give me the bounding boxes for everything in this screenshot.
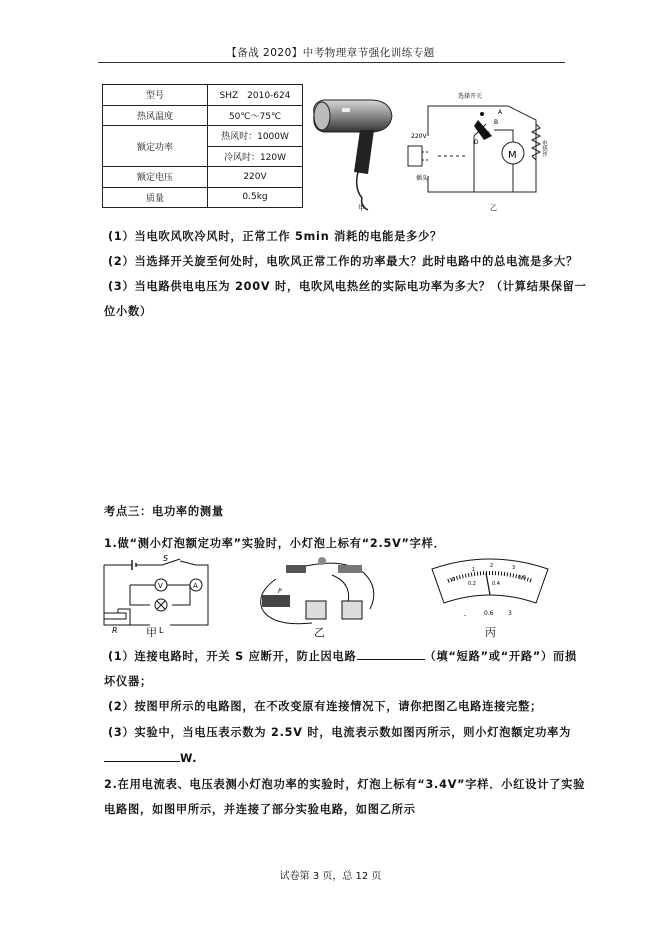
- problem-1-q2: (2）按图甲所示的电路图，在不改变原有连接情况下，请你把图乙电路连接完整；: [108, 700, 543, 713]
- answer-blank[interactable]: [104, 750, 180, 762]
- problem-1-stem: 1.做“测小灯泡额定功率”实验时，小灯泡上标有“2.5V”字样．: [104, 537, 446, 550]
- caption-jia-circuit: 甲: [146, 626, 157, 639]
- circuit-diagram-jia: [100, 555, 214, 639]
- scale-label: 0.4: [492, 581, 500, 587]
- contact-label: C: [486, 131, 491, 138]
- hair-dryer-photo: [314, 100, 392, 212]
- motor-label: M: [508, 150, 517, 161]
- table-row: [103, 187, 303, 208]
- voltmeter-label: V: [158, 582, 163, 590]
- physical-circuit-yi: [252, 553, 382, 631]
- table-cell: 热风温度: [103, 105, 208, 126]
- ammeter-dial-bing: [428, 555, 552, 623]
- resistor-label: R: [112, 626, 118, 635]
- terminal-label: 0.6: [484, 610, 494, 617]
- answer-blank[interactable]: [357, 648, 425, 660]
- scale-label: 1: [472, 567, 476, 573]
- scale-label: 0.2: [468, 581, 476, 587]
- question-2: (2）当选择开关旋至何处时，电吹风正常工作的功率最大？此时电路中的总电流是多大？: [108, 255, 579, 268]
- table-cell: SHZ 2010-624: [208, 85, 303, 106]
- caption-bing-dial: 丙: [485, 626, 496, 639]
- caption-yi: 乙: [490, 204, 497, 212]
- meter-component: [342, 601, 362, 619]
- terminal-label: 3: [508, 610, 512, 617]
- table-row: [103, 85, 303, 106]
- plug-label: 插头: [416, 175, 429, 182]
- table-row: [103, 167, 303, 188]
- spec-table: [102, 84, 303, 208]
- contact-label: D: [474, 139, 479, 146]
- table-row: [103, 105, 303, 126]
- header-divider: [98, 62, 565, 63]
- switch-s-label: S: [163, 555, 169, 563]
- scale-label: 2: [490, 563, 494, 569]
- problem-1-q3-continued: [104, 750, 197, 765]
- question-3-continued: 位小数）: [104, 305, 152, 318]
- table-cell: 型号: [103, 85, 208, 106]
- problem-1-q1: [108, 648, 577, 664]
- heater-label: 电热丝: [541, 140, 547, 157]
- scale-label: 0: [452, 577, 456, 583]
- scale-label: 0.6: [518, 575, 526, 581]
- problem-1-q1-continued: 坏仪器；: [104, 675, 152, 688]
- battery-component: [338, 565, 362, 573]
- table-row: [103, 126, 303, 147]
- problem-2-line-2: 电路图，如图甲所示，并连接了部分实验电路，如图乙所示: [104, 803, 416, 816]
- table-cell: 220V: [208, 167, 303, 188]
- terminal-label: -: [464, 612, 467, 619]
- table-cell: 额定电压: [103, 167, 208, 188]
- contact-label: B: [494, 119, 499, 126]
- q3-unit: W.: [180, 752, 198, 765]
- page-header: 【备战 2020】中考物理章节强化训练专题: [226, 47, 435, 59]
- ammeter-label: A: [193, 582, 198, 590]
- q1-text-b: （填“短路”或“开路”）而损: [424, 650, 578, 663]
- page-footer: 试卷第 3 页，总 12 页: [279, 871, 382, 882]
- caption-jia: 甲: [358, 204, 365, 212]
- contact-label: A: [498, 109, 503, 116]
- question-3: (3）当电路供电电压为 200V 时，电吹风电热丝的实际电功率为多大？（计算结果保留一: [108, 280, 587, 293]
- table-cell: 50℃～75℃: [208, 105, 303, 126]
- voltage-label: 220V: [411, 133, 427, 140]
- section-title: 考点三：电功率的测量: [104, 505, 224, 518]
- q1-text-a: (1）连接电路时，开关 S 应断开，防止因电路: [108, 650, 357, 663]
- table-cell: 热风时：1000W: [208, 126, 303, 147]
- problem-2-line-1: 2.在用电流表、电压表测小灯泡功率的实验时，灯泡上标有“3.4V”字样．小红设计了实验: [104, 778, 586, 791]
- slider-p-label: P: [278, 588, 282, 595]
- question-1: (1）当电吹风吹冷风时，正常工作 5min 消耗的电能是多少？: [108, 230, 443, 243]
- switch-label: 选择开关: [458, 93, 483, 100]
- problem-1-q3: (3）实验中，当电压表示数为 2.5V 时，电流表示数如图丙所示，则小灯泡额定功率为: [108, 726, 572, 739]
- scale-label: 3: [512, 565, 516, 571]
- hair-dryer-figure: [308, 84, 560, 214]
- table-cell: 0.5kg: [208, 187, 303, 208]
- table-cell: 额定功率: [103, 126, 208, 167]
- lamp-component: [318, 557, 326, 565]
- caption-yi-circuit: 乙: [314, 626, 325, 639]
- rheostat-component: [262, 595, 290, 607]
- table-cell: 质量: [103, 187, 208, 208]
- lamp-label: L: [159, 626, 164, 635]
- meter-component: [306, 601, 326, 619]
- switch-component: [286, 565, 306, 573]
- table-cell: 冷风时：120W: [208, 146, 303, 167]
